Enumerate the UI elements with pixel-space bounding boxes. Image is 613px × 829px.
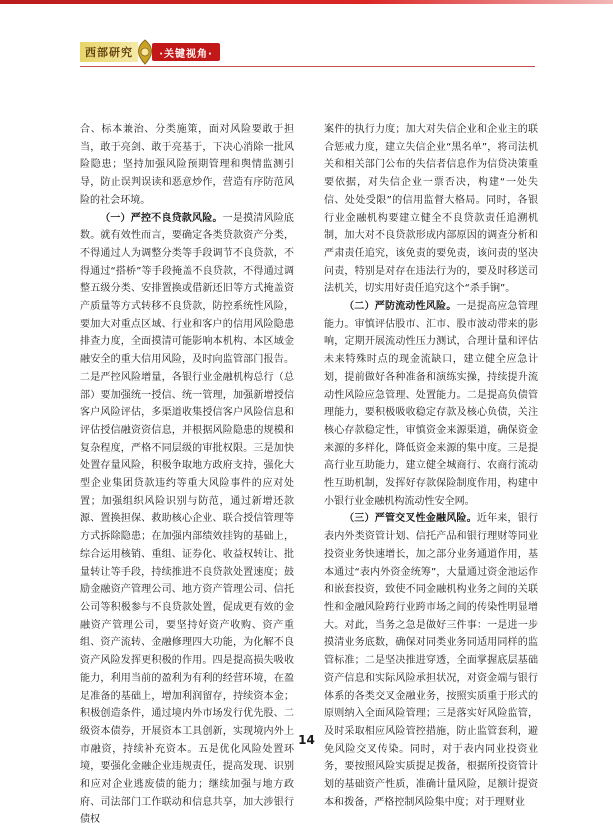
banner-title-left: 西部研究 [80, 42, 138, 62]
emblem-icon [134, 39, 156, 65]
paragraph [80, 121, 294, 210]
header-rule [80, 66, 535, 67]
paragraph [324, 298, 538, 510]
paragraph [324, 121, 538, 298]
section-banner [80, 42, 240, 62]
paragraph [324, 510, 538, 811]
banner-title-right: ·关键视角· [152, 43, 220, 61]
right-column [324, 121, 538, 811]
page-header [0, 0, 613, 78]
paragraph-text: 案件的执行力度；加大对失信企业和企业主的联合惩戒力度，建立失信企业“黑名单”，将司法机关和相关部门公布的失信者信息作为信贷决策重要依据，对失信企业一票否决，构建“一处失信、处处受限”的信用监督大格局。同时，各银行业金融机构要建立健全不良贷款责任追溯机制，加大对不良贷款形成内部原因的调查分析和严肃责任追究，该免责的要免责，该问责的坚决问责，特别是对存在违法行为的，要及时移送司法机关，切实用好责任追究这个“杀手锏”。 [324, 124, 538, 295]
paragraph-lead: （一）严控不良贷款风险。 [100, 212, 223, 224]
paragraph-lead: （二）严防流动性风险。 [344, 301, 457, 313]
paragraph-text: 一是提高应急管理能力。审慎评估股市、汇市、股市波动带来的影响，定期开展流动性压力测试，合理计量和评估未来特殊时点的现金流缺口，建立健全应急计划，提前做好各种准备和演练实操，持续提升流动性风险应急管理、处置能力。二是提高负债管理能力，要积极吸收稳定存款及核心负债，关注核心存款稳定性，审慎资金来源渠道，确保资金来源的多样化，降低资金来源的集中度。三是提高行业互助能力，建立健全城商行、农商行流动性互助机制，发挥好存款保险制度作用，构建中小银行业金融机构流动性安全网。 [324, 301, 538, 507]
paragraph-text: 合、标本兼治、分类施策，面对风险要敢于担当，敢于亮剑、敢于亮基于，下决心消除一批风险隐患；坚持加强风险预期管理和舆情监测引导，防止误判误读和恶意炒作，营造有序防范风险的社会环境。 [80, 124, 294, 206]
header-stripe [0, 0, 613, 4]
paragraph-text: 一是摸清风险底数。就有效性而言，要确定各类贷款资产分类，不得通过人为调整分类等手段调节不良贷款，不得通过“搭桥”等手段掩盖不良贷款，不得通过调整五级分类、安排置换或借新还旧等方式掩盖资产质量等方式转移不良贷款，防控系统性风险，要加大对重点区域、行业和客户的信用风险隐患排查力度，全面摸清可能影响本机构、本区域金融安全的重大信用风险，及时向监管部门报告。二是严控风险增量，各银行业金融机构总行（总部）要加强统一授信、统一管理，加强新增授信客户风险评估，多渠道收集授信客户风险信息和评估授信融资资信息，并根据风险隐患的规模和复杂程度，严格不同层级的审批权限。三是加快处置存量风险，积极争取地方政府支持，强化大型企业集团贷款违约等重大风险事件的应对处置；加强组织风险识别与防范，通过新增还款源、置换担保、救助核心企业、联合授信管理等方式拆除隐患；在加强内部绩效挂钩的基础上，综合运用核销、重组、证券化、收益权转让、批量转让等手段，持续推进不良贷款处置速度；鼓励金融资产管理公司、地方资产管理公司、信托公司等积极参与不良贷款处置，促成更有效的金融资产管理公司，要坚持好资产收购、资产重组、资产流转、金融修理四大功能，为化解不良资产风险发挥更积极的作用。四是提高损失吸收能力，利用当前的盈利为有利的经营环境，在盈足准备的基础上，增加利润留存，持续资本金；积极创造条件，通过境内外市场发行优先股、二级资本债券，开展资本工具创新，实现境内外上市融资，持续补充资本。五是优化风险处置环境，要强化金融企业违规责任，提高发现、识别和应对企业逃废债的能力；继续加强与地方政府、司法部门工作联动和信息共享，加大涉银行债权 [80, 212, 294, 826]
page-number: 14 [298, 733, 315, 747]
paragraph-lead: （三）严管交叉性金融风险。 [344, 513, 477, 525]
left-column [80, 121, 294, 829]
paragraph-text: 近年来，银行表内外类资管计划、信托产品和银行理财等同业投资业务快速增长，加之部分业务通道作用，基本通过“表内外资金统筹”，大量通过资金池运作和嵌套投资，致使不同金融机构业务之间的关联性和金融风险跨行业跨市场之间的传染性明显增大。对此，当务之急是做好三件事：一是进一步摸清业务底数，确保对同类业务同适用同样的监管标准；二是坚决推进穿透，全面掌握底层基础资产信息和实际风险承担状况，对资金端与银行体系的各类交叉金融业务，按照实质重于形式的原则纳入全面风险管理；三是落实好风险监管，及时采取相应风险管控措施，防止监管套利，避免风险交叉传染。同时，对于表内同业投资业务，要按照风险实质提足拨备，根据所投资管计划的基础资产性质，准确计量风险，足额计提资本和拨备，严格控制风险集中度；对于理财业 [324, 513, 538, 808]
